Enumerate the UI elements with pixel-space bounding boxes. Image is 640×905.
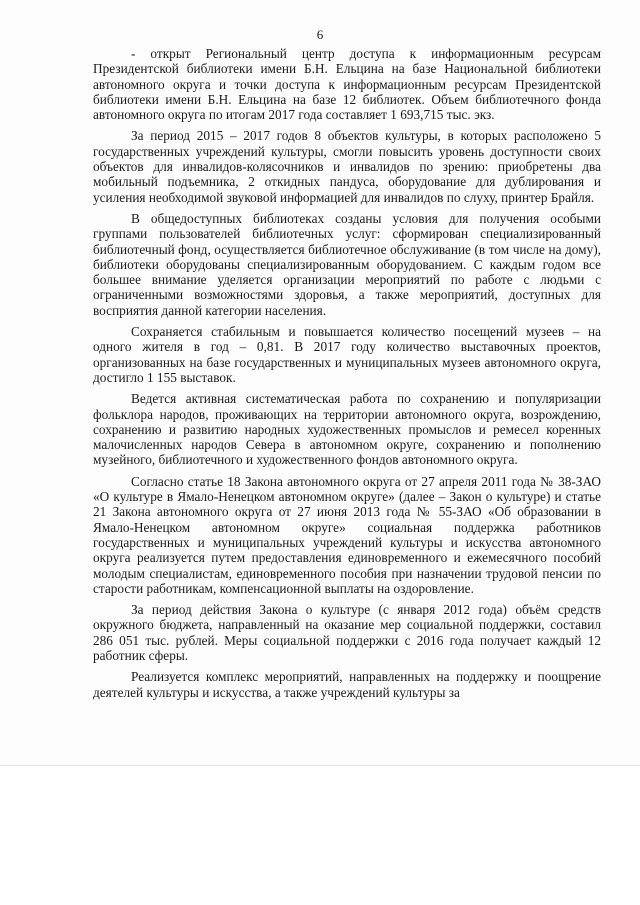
page-number: 6 <box>316 27 324 42</box>
scan-edge-divider <box>0 765 640 766</box>
paragraph-folklore-preservation: Ведется активная систематическая работа по сохранению и популяризации фольклора народов, проживающих на территории автономного округа, возрождению, сохранению и развитию народных художественных промыслов и ремесел коренных малочисленных народов Севера в автономном округе, сохранению и пополнению музейного, библиотечного и художественного фондов автономного округа. <box>93 391 601 468</box>
paragraph-cultural-awards: Реализуется комплекс мероприятий, направленных на поддержку и поощрение деятелей культуры и искусства, а также учреждений культуры за <box>93 669 601 700</box>
paragraph-museum-visits: Сохраняется стабильным и повышается количество посещений музеев – на одного жителя в год – 0,81. В 2017 году количество выставочных проектов, организованных на базе государственных и муниципальных музеев автономного округа, достигло 1 155 выставок. <box>93 324 601 385</box>
document-body <box>93 46 601 700</box>
paragraph-budget-funds: За период действия Закона о культуре (с января 2012 года) объём средств окружного бюджета, направленный на оказание мер социальной поддержки, составил 286 051 тыс. рублей. Меры социальной поддержки с 2016 года получает каждый 12 работник сферы. <box>93 602 601 663</box>
paragraph-library-special-services: В общедоступных библиотеках созданы условия для получения особыми группами пользователей библиотечных услуг: сформирован специализированный библиотечный фонд, осуществляется библиотечное обслуживание (в том числе на дому), библиотеки оборудованы специализированным оборудованием. С каждым годом все большее внимание уделяется организации мероприятий по работе с людьми с ограниченными возможностями здоровья, а также мероприятий, доступных для восприятия данной категории населения. <box>93 210 601 318</box>
paragraph-presidential-library-center: - открыт Региональный центр доступа к информационным ресурсам Президентской библиотеки имени Б.Н. Ельцина на базе Национальной библиотеки автономного округа и точки доступа к информационным ресурсам Президентской библиотеки имени Б.Н. Ельцина на базе 12 библиотек. Объем библиотечного фонда автономного округа по итогам 2017 года составляет 1 693,715 тыс. экз. <box>93 46 601 123</box>
paragraph-accessibility-upgrades: За период 2015 – 2017 годов 8 объектов культуры, в которых расположено 5 государственных учреждений культуры, смогли повысить уровень доступности своих объектов для инвалидов-колясочников и инвалидов по зрению: приобретены два мобильный подъемника, 2 откидных пандуса, оборудование для дублирования и усиления необходимой звуковой информацией для инвалидов по слуху, принтер Брайля. <box>93 128 601 205</box>
paragraph-social-support-law: Согласно статье 18 Закона автономного округа от 27 апреля 2011 года № 38-ЗАО «О культуре в Ямало-Ненецком автономном округе» (далее – Закон о культуре) и статье 21 Закона автономного округа от 27 июня 2013 года № 55-ЗАО «Об образовании в Ямало-Ненецком автономном округе» социальная поддержка работников государственных и муниципальных учреждений культуры и искусства автономного округа реализуется путем предоставления единовременного и ежемесячного пособий молодым специалистам, единовременного пособия при назначении трудовой пенсии по старости работникам, компенсационной выплаты на оздоровление. <box>93 473 601 596</box>
